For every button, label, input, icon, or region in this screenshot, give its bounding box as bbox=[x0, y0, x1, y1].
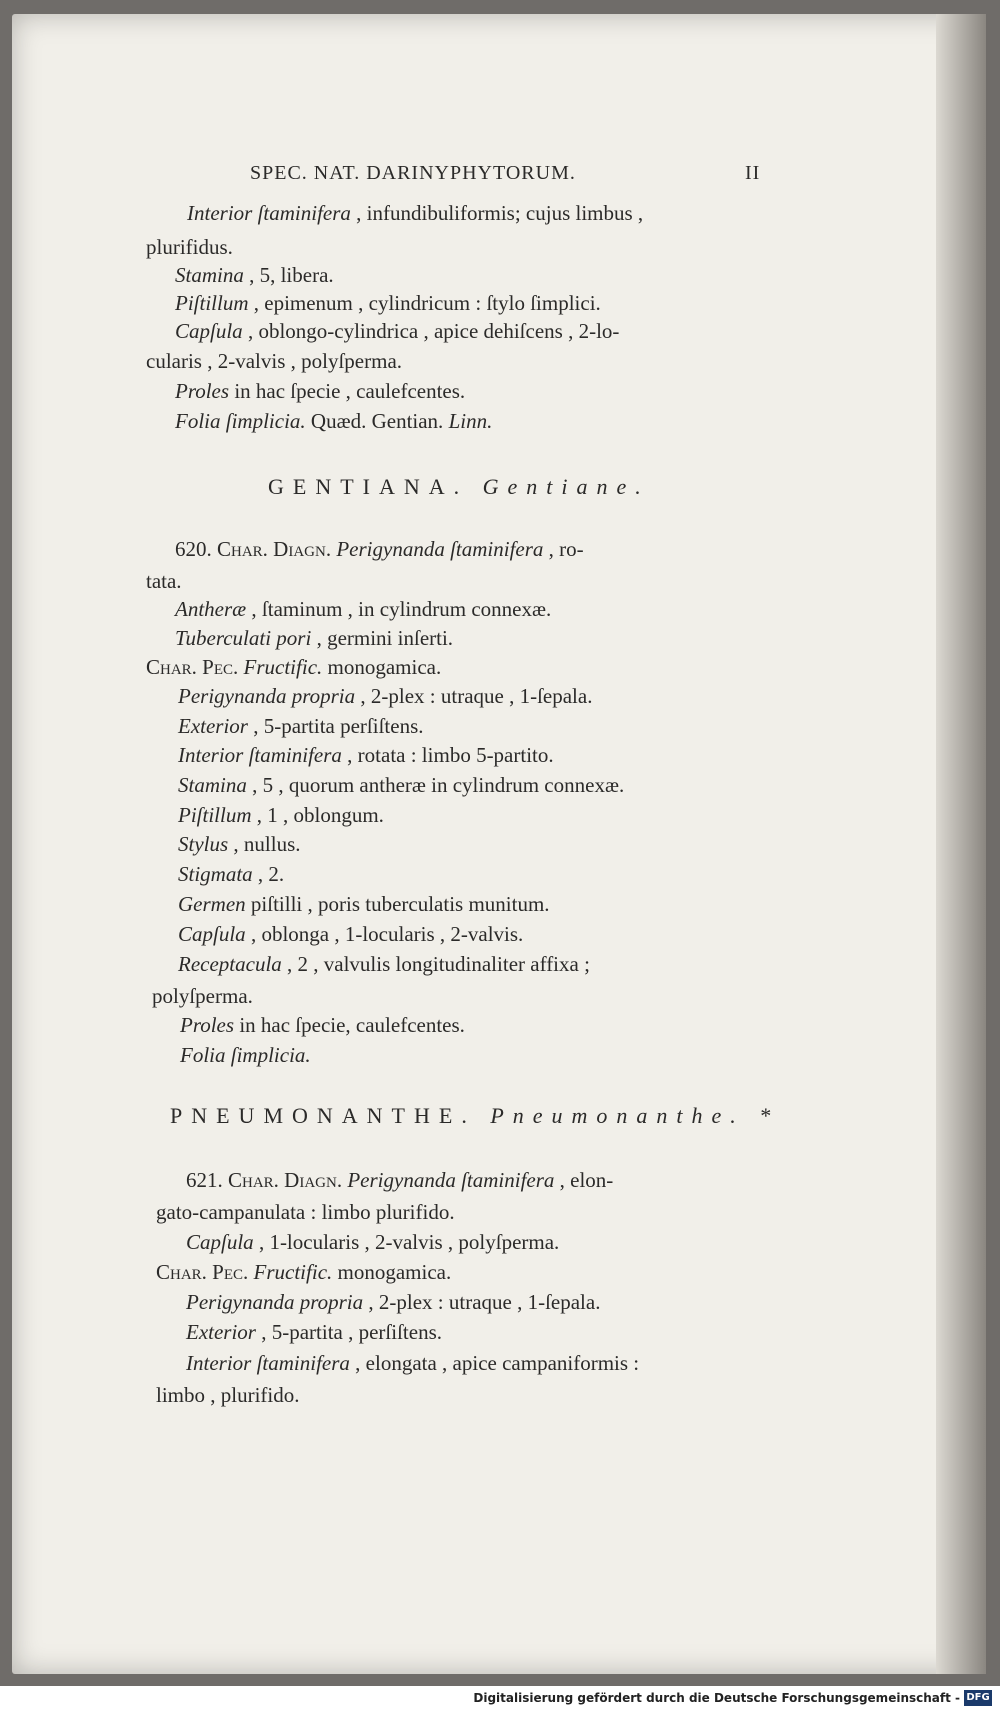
page-number: II bbox=[745, 162, 761, 184]
dfg-logo: DFG bbox=[964, 1690, 992, 1706]
running-title: SPEC. NAT. DARINYPHYTORUM. bbox=[250, 162, 576, 184]
text-run: , 1-locularis , 2-valvis , polyſperma. bbox=[253, 1230, 560, 1254]
text-run: Exterior bbox=[178, 714, 248, 738]
text-run: Interior ſtaminifera bbox=[186, 1351, 350, 1375]
text-run: Char. Pec. bbox=[156, 1260, 249, 1284]
text-run: cularis , 2-valvis , polyſperma. bbox=[146, 349, 403, 373]
text-run: Capſula bbox=[178, 922, 246, 946]
text-line bbox=[175, 536, 584, 562]
text-run: , infundibuliformis; cujus limbus , bbox=[350, 201, 644, 225]
text-run: , 2-plex : utraque , 1-ſepala. bbox=[355, 684, 593, 708]
text-run: Antheræ bbox=[175, 597, 247, 621]
text-run: , ſtaminum , in cylindrum connexæ. bbox=[246, 597, 552, 621]
text-run: polyſperma. bbox=[152, 984, 253, 1008]
text-line bbox=[175, 290, 601, 316]
text-line bbox=[186, 1289, 600, 1315]
text-run: tata. bbox=[146, 569, 182, 593]
text-run: , ro- bbox=[543, 537, 584, 561]
text-run: Fructific. bbox=[253, 1260, 333, 1284]
text-line bbox=[178, 831, 301, 857]
text-run: monogamica. bbox=[322, 655, 442, 679]
text-line bbox=[146, 348, 402, 374]
text-line bbox=[156, 1382, 300, 1408]
text-line bbox=[178, 742, 554, 768]
text-run: Stamina bbox=[175, 263, 244, 287]
text-run: Capſula bbox=[175, 319, 243, 343]
text-run: Tuberculati pori bbox=[175, 626, 312, 650]
text-line bbox=[156, 1199, 455, 1225]
page-edge-shadow bbox=[936, 14, 986, 1674]
text-run: , elon- bbox=[554, 1168, 614, 1192]
text-line bbox=[146, 654, 441, 680]
text-line bbox=[180, 1042, 311, 1068]
text-run: in hac ſpecie, caulefcentes. bbox=[234, 1013, 465, 1037]
text-run: Stylus bbox=[178, 832, 229, 856]
text-line bbox=[180, 1012, 465, 1038]
text-run: , germini inſerti. bbox=[311, 626, 454, 650]
text-run: , epimenum , cylindricum : ſtylo ſimplici. bbox=[248, 291, 601, 315]
text-run: Interior ſtaminifera bbox=[178, 743, 342, 767]
text-run: , 5 , quorum antheræ in cylindrum connexæ. bbox=[246, 773, 625, 797]
text-run: Perigynanda ſtaminifera bbox=[347, 1168, 555, 1192]
text-run: , 2. bbox=[252, 862, 285, 886]
text-line bbox=[186, 1350, 639, 1376]
text-run: , oblongo-cylindrica , apice dehiſcens , 2-lo- bbox=[242, 319, 620, 343]
text-run: , 5, libera. bbox=[243, 263, 334, 287]
text-run: Perigynanda propria bbox=[186, 1290, 364, 1314]
text-run: , 5-partita , perſiſtens. bbox=[255, 1320, 443, 1344]
text-run: PNEUMONANTHE. bbox=[170, 1103, 491, 1128]
text-line bbox=[178, 683, 592, 709]
text-run: gato-campanulata : limbo plurifido. bbox=[156, 1200, 455, 1224]
text-run: in hac ſpecie , caulefcentes. bbox=[229, 379, 466, 403]
book-page bbox=[12, 14, 986, 1674]
text-run: , rotata : limbo 5-partito. bbox=[341, 743, 554, 767]
text-run: Capſula bbox=[186, 1230, 254, 1254]
text-run: Char. Diagn. bbox=[228, 1168, 343, 1192]
text-run: Folia ſimplicia. bbox=[180, 1043, 311, 1067]
footer-bar bbox=[0, 1686, 1000, 1713]
text-run: Piſtillum bbox=[175, 291, 249, 315]
text-line bbox=[178, 951, 590, 977]
text-run: Interior ſtaminifera bbox=[187, 201, 351, 225]
text-line bbox=[178, 891, 550, 917]
text-line bbox=[186, 1229, 559, 1255]
text-line bbox=[178, 713, 424, 739]
text-line bbox=[186, 1167, 613, 1193]
genus-heading-gentiana bbox=[268, 474, 650, 500]
text-run: piſtilli , poris tuberculatis munitum. bbox=[245, 892, 550, 916]
text-run: Receptacula bbox=[178, 952, 282, 976]
genus-heading-pneumonanthe bbox=[170, 1103, 779, 1129]
text-run: Proles bbox=[180, 1013, 235, 1037]
text-run: Proles bbox=[175, 379, 230, 403]
text-line bbox=[152, 983, 253, 1009]
text-run: Char. Diagn. bbox=[217, 537, 332, 561]
text-run: Pneumonanthe. * bbox=[490, 1103, 780, 1128]
text-run: , 2 , valvulis longitudinaliter affixa ; bbox=[281, 952, 590, 976]
text-run: Char. Pec. bbox=[146, 655, 239, 679]
text-run: Linn. bbox=[448, 409, 493, 433]
text-run: Piſtillum bbox=[178, 803, 252, 827]
text-run: 621. bbox=[186, 1168, 228, 1192]
text-line bbox=[175, 378, 465, 404]
text-line bbox=[146, 568, 182, 594]
text-line bbox=[178, 861, 284, 887]
text-run: Exterior bbox=[186, 1320, 256, 1344]
text-line bbox=[175, 408, 492, 434]
text-run: , 5-partita perſiſtens. bbox=[247, 714, 424, 738]
text-run: Folia ſimplicia. bbox=[175, 409, 306, 433]
text-run: Perigynanda ſtaminifera bbox=[336, 537, 544, 561]
text-line bbox=[178, 921, 523, 947]
text-run: , elongata , apice campaniformis : bbox=[349, 1351, 640, 1375]
text-run: plurifidus. bbox=[146, 235, 233, 259]
text-run: monogamica. bbox=[332, 1260, 452, 1284]
text-run: Perigynanda propria bbox=[178, 684, 356, 708]
text-line bbox=[175, 318, 619, 344]
text-run: limbo , plurifido. bbox=[156, 1383, 300, 1407]
text-run: Stigmata bbox=[178, 862, 253, 886]
text-line bbox=[156, 1259, 451, 1285]
footer-credit: Digitalisierung gefördert durch die Deutsche Forschungsgemeinschaft - bbox=[473, 1691, 960, 1705]
text-run: Germen bbox=[178, 892, 246, 916]
text-line bbox=[175, 625, 453, 651]
text-run: , 1 , oblongum. bbox=[251, 803, 384, 827]
text-run: Gentiane. bbox=[482, 474, 650, 499]
text-run: Quæd. Gentian. bbox=[305, 409, 449, 433]
text-run: GENTIANA. bbox=[268, 474, 483, 499]
text-line bbox=[187, 200, 643, 226]
text-line bbox=[186, 1319, 442, 1345]
text-run: , nullus. bbox=[228, 832, 301, 856]
text-run: 620. bbox=[175, 537, 217, 561]
text-line bbox=[175, 262, 334, 288]
text-run: , oblonga , 1-locularis , 2-valvis. bbox=[245, 922, 524, 946]
text-line bbox=[146, 234, 233, 260]
text-run: Fructific. bbox=[243, 655, 323, 679]
text-run: , 2-plex : utraque , 1-ſepala. bbox=[363, 1290, 601, 1314]
text-line bbox=[175, 596, 551, 622]
text-line bbox=[178, 772, 624, 798]
text-line bbox=[178, 802, 384, 828]
text-run: Stamina bbox=[178, 773, 247, 797]
